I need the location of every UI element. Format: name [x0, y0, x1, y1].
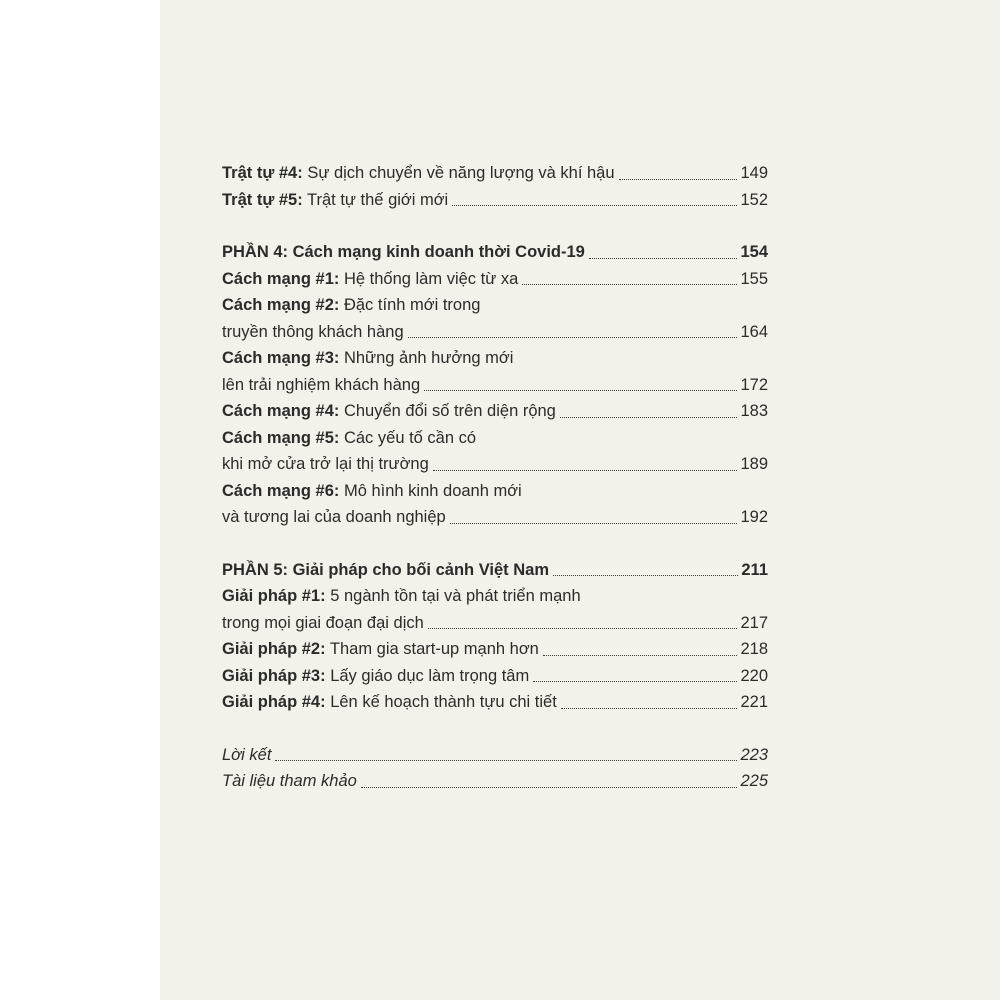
- page-number: 183: [740, 402, 768, 420]
- entry-label: Giải pháp #1:: [222, 587, 326, 605]
- book-page: [160, 0, 1000, 1000]
- entry-label: Cách mạng #5:: [222, 428, 340, 447]
- entry-label: Cách mạng #3:: [222, 349, 340, 367]
- page-number: 211: [741, 560, 768, 579]
- entry-label: Giải pháp #4:: [222, 693, 326, 711]
- page-number: 221: [740, 693, 768, 711]
- entry-title-continued: lên trải nghiệm khách hàng: [222, 375, 421, 394]
- entry-title: Các yếu tố cần có: [343, 428, 477, 447]
- dot-leader: [275, 760, 737, 761]
- entry-title-continued: truyền thông khách hàng: [222, 322, 404, 341]
- entry-title: Trật tự thế giới mới: [307, 190, 449, 209]
- entry-title: Sự dịch chuyển về năng lượng và khí hậu: [307, 164, 615, 182]
- entry-label: Trật tự #4:: [222, 164, 303, 182]
- dot-leader: [428, 628, 738, 629]
- entry-title-continued: và tương lai của doanh nghiệp: [222, 508, 446, 526]
- toc-entry-first-line: [222, 478, 768, 505]
- page-number: 152: [740, 190, 768, 209]
- page-number: 149: [740, 164, 768, 182]
- toc-entry-first-line: [222, 425, 768, 452]
- entry-label: Cách mạng #2:: [222, 296, 340, 314]
- dot-leader: [361, 787, 738, 788]
- page-number: 164: [740, 322, 768, 341]
- toc-entry: [222, 663, 768, 690]
- entry-title: Đặc tính mới trong: [343, 296, 481, 314]
- dot-leader: [589, 258, 738, 259]
- page-number: 189: [740, 455, 768, 473]
- toc-part-heading: [222, 239, 768, 266]
- toc-entry: [222, 398, 768, 425]
- entry-label: Cách mạng #4:: [222, 402, 340, 420]
- toc-entry: [222, 636, 768, 663]
- dot-leader: [533, 681, 737, 682]
- toc-entry: [222, 160, 768, 187]
- entry-title-continued: khi mở cửa trở lại thị trường: [222, 455, 429, 473]
- page-number: 172: [740, 375, 768, 394]
- toc-entry-first-line: [222, 345, 768, 372]
- page-number: 218: [740, 640, 768, 658]
- entry-title: 5 ngành tồn tại và phát triển mạnh: [330, 587, 581, 605]
- dot-leader: [561, 708, 738, 709]
- dot-leader: [433, 470, 738, 471]
- toc-entry: [222, 689, 768, 716]
- entry-title: Chuyển đổi số trên diện rộng: [343, 402, 556, 420]
- toc-entry: [222, 266, 768, 293]
- toc-entry: [222, 451, 768, 478]
- part-title: PHẦN 4: Cách mạng kinh doanh thời Covid-19: [222, 243, 585, 261]
- page-number: 223: [740, 745, 768, 764]
- entry-title: Lời kết: [222, 745, 272, 764]
- entry-label: Cách mạng #1:: [222, 269, 340, 288]
- page-number: 217: [740, 613, 768, 632]
- entry-title: Lên kế hoạch thành tựu chi tiết: [330, 693, 557, 711]
- dot-leader: [450, 523, 738, 524]
- entry-title: Tài liệu tham khảo: [222, 772, 357, 790]
- entry-label: Trật tự #5:: [222, 190, 303, 209]
- dot-leader: [553, 575, 738, 576]
- page-number: 220: [740, 666, 768, 685]
- entry-label: Giải pháp #2:: [222, 640, 326, 658]
- toc-entry-first-line: [222, 292, 768, 319]
- entry-label: Cách mạng #6:: [222, 481, 340, 500]
- dot-leader: [560, 417, 738, 418]
- dot-leader: [522, 284, 737, 285]
- entry-label: Giải pháp #3:: [222, 666, 326, 685]
- toc-entry: [222, 319, 768, 346]
- toc-entry-epilogue: [222, 742, 768, 769]
- dot-leader: [543, 655, 738, 656]
- dot-leader: [452, 205, 737, 206]
- toc-part-heading: [222, 557, 768, 584]
- entry-title: Hệ thống làm việc từ xa: [343, 269, 519, 288]
- page-number: 155: [740, 269, 768, 288]
- toc-entry-first-line: [222, 583, 768, 610]
- entry-title-continued: trong mọi giai đoạn đại dịch: [222, 613, 424, 632]
- toc-entry: [222, 610, 768, 637]
- entry-title: Lấy giáo dục làm trọng tâm: [330, 666, 530, 685]
- toc-entry: [222, 372, 768, 399]
- toc-entry: [222, 504, 768, 531]
- dot-leader: [619, 179, 738, 180]
- dot-leader: [424, 390, 737, 391]
- page-number: 225: [740, 772, 768, 790]
- toc-entry: [222, 187, 768, 214]
- part-title: PHẦN 5: Giải pháp cho bối cảnh Việt Nam: [222, 560, 550, 579]
- entry-title: Mô hình kinh doanh mới: [343, 481, 522, 500]
- table-of-contents: [222, 160, 768, 795]
- toc-entry-references: [222, 768, 768, 795]
- entry-title: Những ảnh hưởng mới: [343, 349, 514, 367]
- page-number: 154: [740, 243, 768, 261]
- dot-leader: [408, 337, 738, 338]
- entry-title: Tham gia start-up mạnh hơn: [329, 640, 539, 658]
- page-number: 192: [740, 508, 768, 526]
